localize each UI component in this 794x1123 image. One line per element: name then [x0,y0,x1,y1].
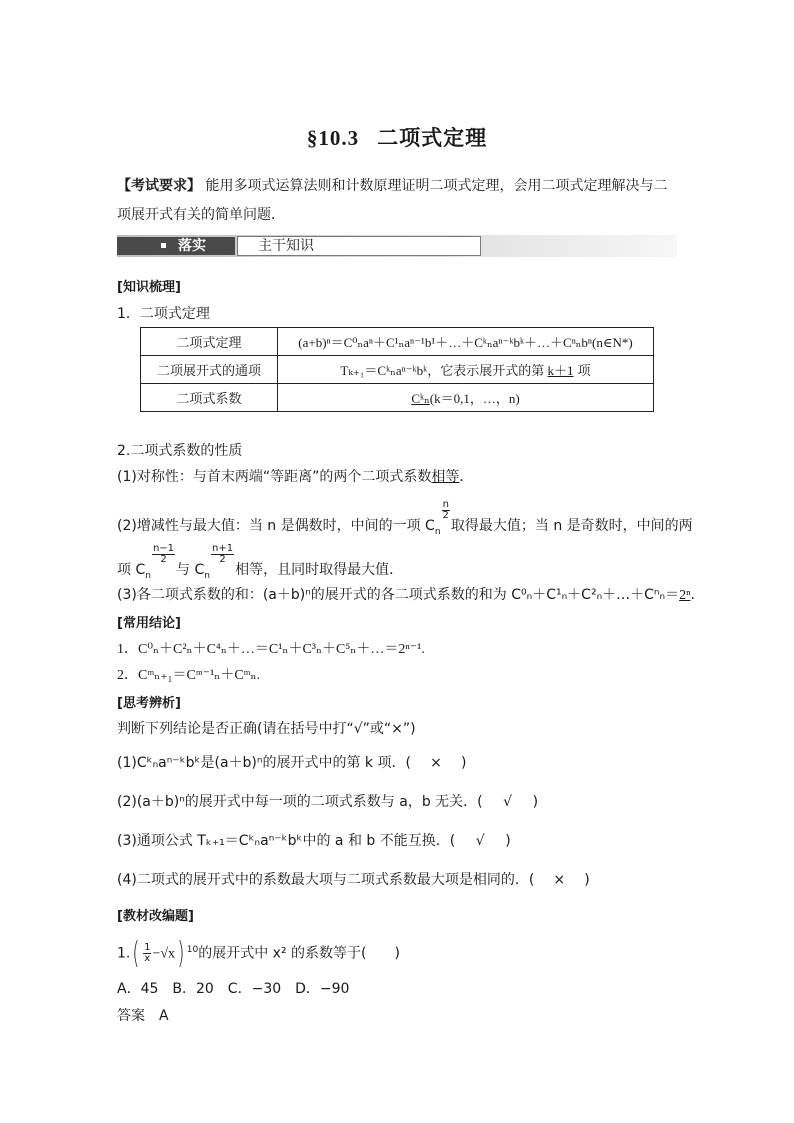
judgement-close: ) [505,833,511,849]
coefficient-range: (k＝0,1，…，n) [429,391,520,406]
property-sum [117,584,695,604]
judgement-close: ) [532,794,539,810]
problem-number: 1. [117,945,131,962]
exam-requirement-label: 【考试要求】 [117,178,201,194]
textbook-heading: [教材改编题] [117,909,194,924]
fraction-n-plus-1-over-2 [211,544,234,565]
judgement-text: (4)二项式的展开式中的系数最大项与二项式系数最大项是相同的．( [117,872,535,888]
property-symmetry-text: (1)对称性：与首末两端“等距离”的两个二项式系数 [117,469,432,485]
property-monotonic-text-b: 取得最大值；当 n 是奇数时，中间的两 [450,518,693,534]
fraction-den: 2 [442,510,449,521]
general-term: Tₖ₊₁＝Cᵏₙaⁿ⁻ᵏbᵏ，它表示展开式的第 [340,363,548,378]
fraction-num: n+1 [212,543,234,554]
table-key: 二项式系数 [141,384,278,412]
think-heading: [思考辨析] [117,696,181,711]
property-symmetry-end: ． [459,469,474,485]
exam-requirement [117,172,679,230]
knowledge-heading: [知识梳理] [117,280,181,295]
judgement-mark: × [430,755,442,771]
judge-intro: 判断下列结论是否正确(请在括号中打“√”或“×”) [117,721,416,737]
general-term-suffix: 项 [573,364,591,379]
problem-1 [117,932,400,973]
comb-sub: n [434,526,441,537]
problem-answer: 答案 A [117,1008,169,1024]
judgement-text: (2)(a＋b)ⁿ的展开式中每一项的二项式系数与 a，b 无关．( [117,794,483,810]
table-value [278,356,654,384]
judgement-close: ) [460,755,467,771]
item1-title: 1．二项式定理 [117,306,210,322]
section-number: §10.3 [306,126,360,150]
property-monotonic-text-c: 项 C [117,562,146,578]
conclusion-1: 1．C⁰ₙ＋C²ₙ＋C⁴ₙ＋…＝C¹ₙ＋C³ₙ＋C⁵ₙ＋…＝2ⁿ⁻¹. [117,642,425,657]
property-monotonic-text-a: (2)增减性与最大值：当 n 是偶数时，中间的一项 C [117,518,435,534]
square-bullet-icon [161,243,166,248]
section-band-tag-label: 落实 [178,238,206,254]
table-row [141,328,654,356]
problem-text: 的展开式中 x² 的系数等于( ) [198,945,400,962]
table-value [278,384,654,412]
right-paren: ) [177,935,185,971]
judgement-mark: √ [475,833,485,849]
comb-sub: n [204,570,210,581]
table-key: 二项式定理 [141,328,278,356]
fraction-den: 2 [219,554,226,565]
fraction-den: x [144,953,151,965]
page-title [0,122,794,152]
fraction-n-minus-1-over-2 [152,544,175,565]
property-symmetry-key: 相等 [431,469,460,485]
problem-power: 10 [186,945,199,955]
problem-inner: −√x [152,946,176,962]
judgement-item [117,830,511,850]
judgement-item [117,869,590,889]
property-symmetry [117,466,473,486]
fraction-num: n [442,499,449,510]
problem-options: A．45 B．20 C．−30 D．−90 [117,981,350,997]
section-band-tag [117,237,235,255]
judgement-item [117,791,538,811]
property-monotonic-text-d: 与 C [176,562,205,578]
table-value: (a+b)ⁿ＝C⁰ₙaⁿ＋C¹ₙaⁿ⁻¹b¹＋…＋Cᵏₙaⁿ⁻ᵏbᵏ＋…＋Cⁿₙbⁿ(n∈N*) [278,328,654,356]
property-monotonic [117,500,693,547]
property-sum-text: (3)各二项式系数的和：(a＋b)ⁿ的展开式的各二项式系数的和为 C⁰ₙ＋C¹ₙ＋C²ₙ＋…＋Cⁿₙ＝ [117,587,680,603]
left-paren: ( [132,935,140,971]
fraction-num: 1 [144,942,151,954]
judgement-text: (1)Cᵏₙaⁿ⁻ᵏbᵏ是(a＋b)ⁿ的展开式中的第 k 项．( [117,755,411,771]
property-monotonic-text-e: 相等，且同时取得最大值． [235,562,404,578]
binomial-table [140,327,654,412]
property-sum-value: 2ⁿ [679,588,691,603]
judgement-text: (3)通项公式 Tₖ₊₁＝Cᵏₙaⁿ⁻ᵏbᵏ中的 a 和 b 不能互换．( [117,833,456,849]
fraction-n-over-2 [442,500,450,521]
table-key: 二项展开式的通项 [141,356,278,384]
section-title: 二项式定理 [377,126,488,150]
coefficient-symbol: Cᵏₙ [411,391,430,406]
judgement-close: ) [584,872,590,888]
item2-title: 2.二项式系数的性质 [117,443,243,459]
section-band-title: 主干知识 [237,236,481,256]
table-row [141,384,654,412]
judgement-mark: √ [503,794,513,810]
fraction-den: 2 [160,554,167,565]
section-band [117,235,677,257]
comb-sub: n [145,570,151,581]
fraction-one-over-x [143,943,151,964]
conclusion-2: 2．Cᵐₙ₊₁＝Cᵐ⁻¹ₙ＋Cᵐₙ. [117,668,261,683]
judgement-item [117,752,466,772]
common-conclusions-heading: [常用结论] [117,616,181,631]
exam-requirement-text: 能用多项式运算法则和计数原理证明二项式定理，会用二项式定理解决与二项展开式有关的简单问题． [117,178,668,223]
property-sum-end: . [690,587,695,603]
table-row [141,356,654,384]
fraction-num: n−1 [152,543,175,554]
general-term-index: k＋1 [547,363,574,378]
judgement-mark: × [553,872,566,888]
